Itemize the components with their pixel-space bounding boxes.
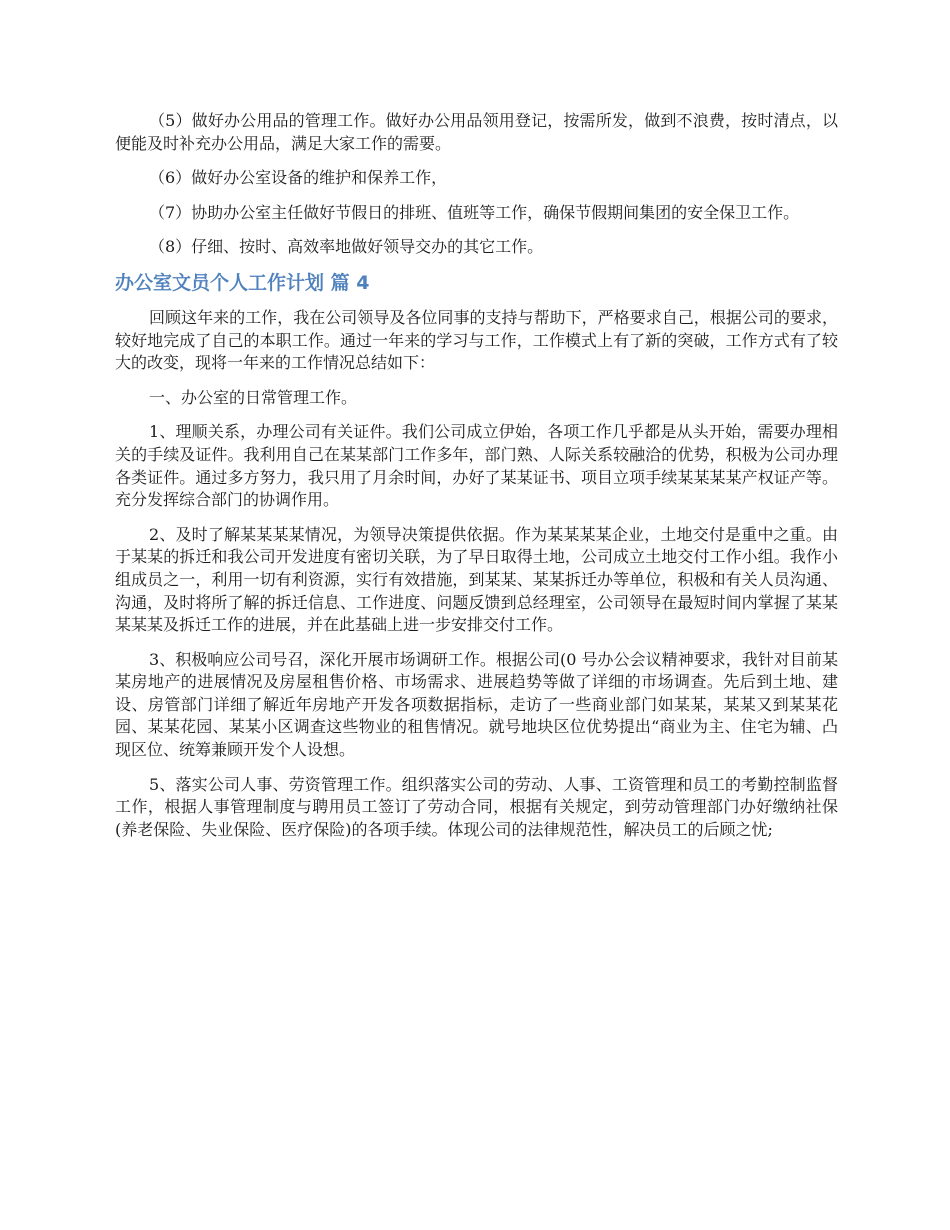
paragraph-item-6: （6）做好办公室设备的维护和保养工作， bbox=[149, 168, 448, 188]
section-heading: 办公室文员个人工作计划 篇 4 bbox=[115, 271, 370, 294]
paragraph-point-1: 1、理顺关系，办理公司有关证件。我们公司成立伊始，各项工作几乎都是从头开始，需要办理相关的手续及证件。我利用自己在某某部门工作多年，部门熟、人际关系较融洽的优势，积极为公司办理各类证件。通过多方努力，我只用了月余时间，办好了某某证书、项目立项手续某某某某产权证产等。充分发挥综合部门的协调作用。 bbox=[115, 422, 838, 510]
paragraph-item-8: （8）仔细、按时、高效率地做好领导交办的其它工作。 bbox=[149, 237, 544, 257]
paragraph-item-7: （7）协助办公室主任做好节假日的排班、值班等工作，确保节假期间集团的安全保卫工作。 bbox=[149, 202, 800, 222]
paragraph-point-2: 2、及时了解某某某某情况，为领导决策提供依据。作为某某某某企业，土地交付是重中之重。由于某某的拆迁和我公司开发进度有密切关联，为了早日取得土地，公司成立土地交付工作小组。我作小组成员之一，利用一切有利资源，实行有效措施，到某某、某某拆迁办等单位，积极和有关人员沟通、沟通，及时将所了解的拆迁信息、工作进度、问题反馈到总经理室，公司领导在最短时间内掌握了某某某某某及拆迁工作的进展，并在此基础上进一步安排交付工作。 bbox=[115, 524, 838, 635]
paragraph-point-3: 3、积极响应公司号召，深化开展市场调研工作。根据公司(0 号办公会议精神要求，我针对目前某某房地产的进展情况及房屋租售价格、市场需求、进展趋势等做了详细的市场调查。先后到土地、建设、房管部门详细了解近年房地产开发各项数据指标，走访了一些商业部门如某某，某某又到某某花园、某某花园、某某小区调查这些物业的租售情况。就号地块区位优势提出“商业为主、住宅为辅、凸现区位、统筹兼顾开发个人设想。 bbox=[115, 649, 838, 760]
paragraph-subheading: 一、办公室的日常管理工作。 bbox=[149, 387, 358, 407]
paragraph-intro: 回顾这年来的工作，我在公司领导及各位同事的支持与帮助下，严格要求自己，根据公司的要求，较好地完成了自己的本职工作。通过一年来的学习与工作，工作模式上有了新的突破，工作方式有了较大的改变，现将一年来的工作情况总结如下： bbox=[115, 307, 838, 373]
paragraph-point-5: 5、落实公司人事、劳资管理工作。组织落实公司的劳动、人事、工资管理和员工的考勤控制监督工作，根据人事管理制度与聘用员工签订了劳动合同，根据有关规定，到劳动管理部门办好缴纳社保(养老保险、失业保险、医疗保险)的各项手续。体现公司的法律规范性，解决员工的后顾之忧; bbox=[115, 774, 838, 839]
document-page bbox=[115, 110, 838, 853]
paragraph-item-5: （5）做好办公用品的管理工作。做好办公用品领用登记，按需所发，做到不浪费，按时清点，以便能及时补充办公用品，满足大家工作的需要。 bbox=[115, 111, 838, 153]
